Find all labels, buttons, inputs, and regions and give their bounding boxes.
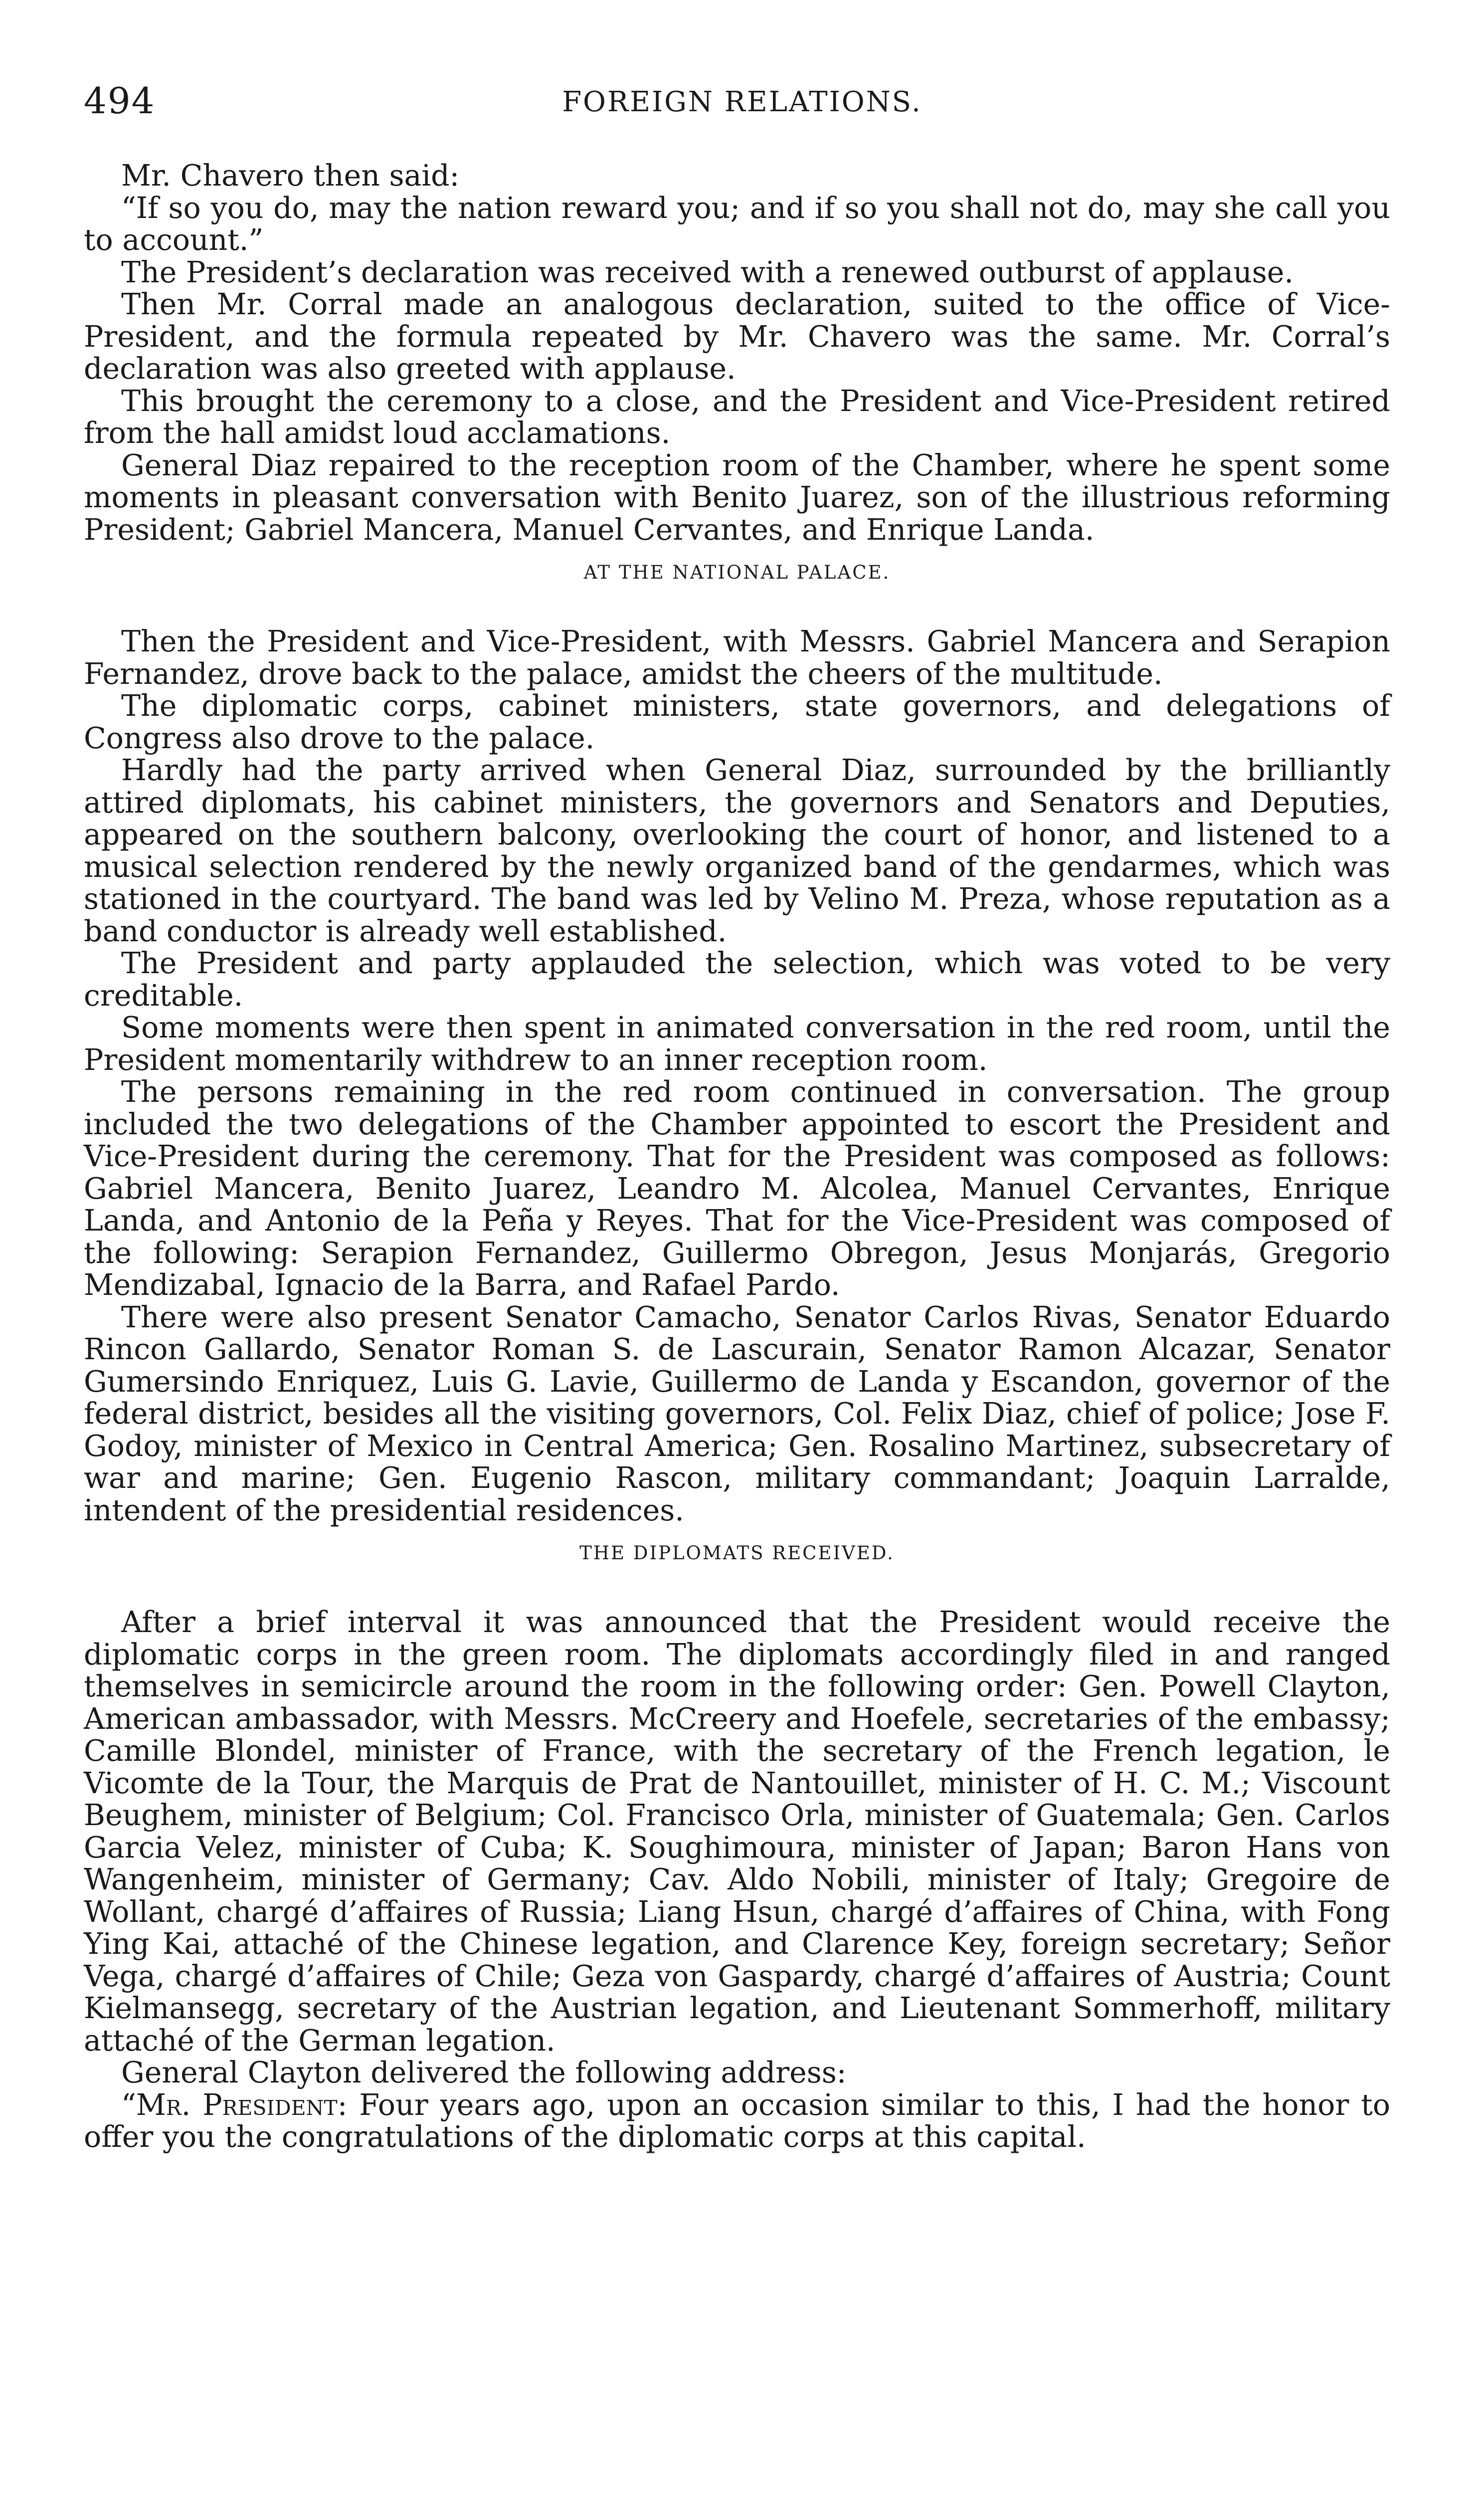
running-head: FOREIGN RELATIONS.	[562, 86, 922, 118]
body-text	[84, 160, 1390, 2153]
paragraph: The President’s declaration was received with a renewed outburst of applause.	[121, 255, 1294, 289]
address-salutation: “Mr. President:	[121, 2087, 348, 2122]
paragraph: General Diaz repaired to the reception room of the Chamber, where he spent some moments in pleasant conversation with Benito Juarez, son of the illustrious reforming President; Gabriel Mancera, Manuel Cervantes, and Enrique Landa.	[84, 448, 1390, 547]
page-number: 494	[84, 80, 156, 122]
paragraph: After a brief interval it was announced that the President would receive the diplomatic corps in the green room. The diplomats accordingly filed in and ranged themselves in semicircle around the room in the following order: Gen. Powell Clayton, American ambassador, with Messrs. McCreery and Hoefele, secretaries of the embassy; Camille Blondel, minister of France, with the secretary of the French legation, le Vicomte de la Tour, the Marquis de Prat de Nantouillet, minister of H. C. M.; Viscount Beughem, minister of Belgium; Col. Francisco Orla, minister of Guatemala; Gen. Carlos Garcia Velez, minister of Cuba; K. Soughimoura, minister of Japan; Baron Hans von Wangenheim, minister of Germany; Cav. Aldo Nobili, minister of Italy; Gregoire de Wollant, chargé d’affaires of Russia; Liang Hsun, chargé d’affaires of China, with Fong Ying Kai, attaché of the Chinese legation, and Clarence Key, foreign secretary; Señor Vega, chargé d’affaires of Chile; Geza von Gaspardy, chargé d’affaires of Austria; Count Kielmansegg, secretary of the Austrian legation, and Lieutenant Sommerhoff, military attaché of the German legation.	[84, 1605, 1390, 2058]
paragraph: The persons remaining in the red room continued in conversation. The group included the two delegations of the Chamber appointed to escort the President and Vice-President during the ceremony. That for the President was composed as follows: Gabriel Mancera, Benito Juarez, Leandro M. Alcolea, Manuel Cervantes, Enrique Landa, and Antonio de la Peña y Reyes. That for the Vice-President was composed of the following: Serapion Fernandez, Guillermo Obregon, Jesus Monjarás, Gregorio Mendizabal, Ignacio de la Barra, and Rafael Pardo.	[84, 1075, 1390, 1302]
paragraph: “If so you do, may the nation reward you; and if so you shall not do, may she call you to account.”	[84, 191, 1390, 257]
paragraph: Then Mr. Corral made an analogous declaration, suited to the office of Vice-President, and the formula repeated by Mr. Chavero was the same. Mr. Corral’s declaration was also greeted with applause.	[84, 287, 1390, 386]
paragraph: There were also present Senator Camacho, Senator Carlos Rivas, Senator Eduardo Rincon Gallardo, Senator Roman S. de Lascurain, Senator Ramon Alcazar, Senator Gumersindo Enriquez, Luis G. Lavie, Guillermo de Landa y Escandon, governor of the federal district, besides all the visiting governors, Col. Felix Diaz, chief of police; Jose F. Godoy, minister of Mexico in Central America; Gen. Rosalino Martinez, subsecretary of war and marine; Gen. Eugenio Rascon, military commandant; Joaquin Larralde, intendent of the presidential residences.	[84, 1300, 1390, 1527]
paragraph: Some moments were then spent in animated conversation in the red room, until the President momentarily withdrew to an inner reception room.	[84, 1011, 1390, 1077]
paragraph: General Clayton delivered the following address:	[121, 2056, 847, 2089]
section-heading-diplomats-received: THE DIPLOMATS RECEIVED.	[579, 1542, 895, 1564]
paragraph: Then the President and Vice-President, with Messrs. Gabriel Mancera and Serapion Fernandez, drove back to the palace, amidst the cheers of the multitude.	[84, 624, 1390, 691]
paragraph: This brought the ceremony to a close, and the President and Vice-President retired from the hall amidst loud acclamations.	[84, 384, 1390, 450]
address-paragraph	[84, 2089, 1390, 2153]
address-text: Four years ago, upon an occasion similar to this, I had the honor to offer you the congratulations of the diplomatic corps at this capital.	[84, 2087, 1390, 2154]
paragraph: The President and party applauded the selection, which was voted to be very creditable.	[84, 946, 1390, 1013]
paragraph: Mr. Chavero then said:	[121, 159, 460, 193]
paragraph: Hardly had the party arrived when General Diaz, surrounded by the brilliantly attired diplomats, his cabinet ministers, the governors and Senators and Deputies, appeared on the southern balcony, overlooking the court of honor, and listened to a musical selection rendered by the newly organized band of the gendarmes, which was stationed in the courtyard. The band was led by Velino M. Preza, whose reputation as a band conductor is already well established.	[84, 753, 1390, 948]
paragraph: The diplomatic corps, cabinet ministers, state governors, and delegations of Congress also drove to the palace.	[84, 689, 1390, 755]
section-heading-national-palace: AT THE NATIONAL PALACE.	[583, 562, 891, 583]
